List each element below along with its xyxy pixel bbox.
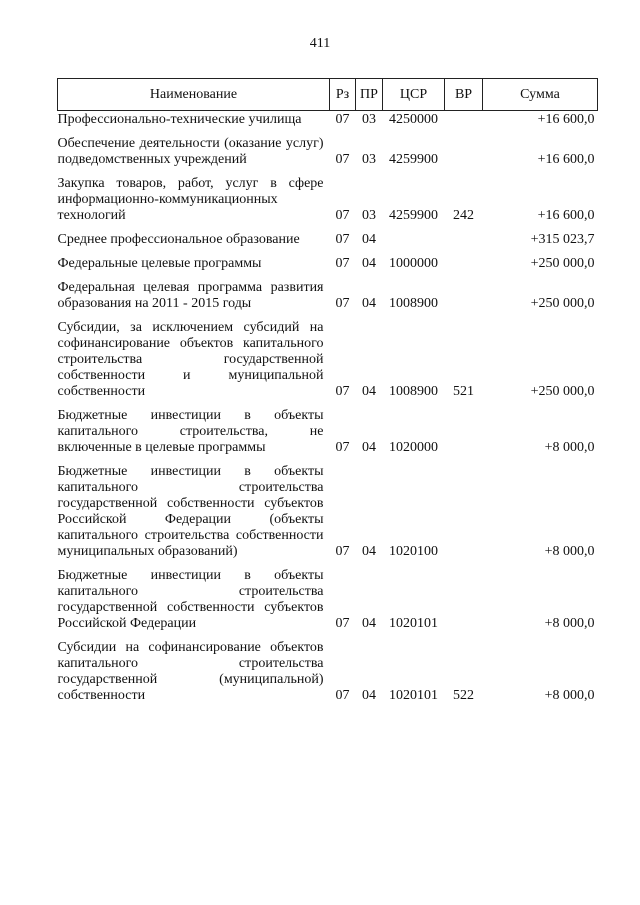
page-number: 411 (309, 36, 331, 51)
row-sum: +8 000,0 (544, 688, 595, 703)
row-rz: 07 (335, 544, 350, 559)
row-vr (445, 400, 483, 456)
header-vr: ВР (445, 79, 483, 111)
row-csr: 1000000 (389, 256, 438, 271)
row-vr (445, 128, 483, 168)
row-name: Среднее профессиональное образование (57, 232, 300, 247)
row-sum: +250 000,0 (530, 384, 595, 399)
row-pr: 04 (362, 384, 376, 399)
row-rz: 07 (335, 232, 350, 247)
row-pr: 04 (362, 616, 376, 631)
row-pr: 03 (362, 152, 376, 167)
row-vr (445, 248, 483, 272)
row-pr: 03 (362, 112, 376, 127)
row-name: Закупка товаров, работ, услуг в сфере информационно-коммуникационных технологий (57, 176, 324, 223)
row-rz: 07 (335, 256, 350, 271)
row-name: Федеральная целевая программа развития образования на 2011 - 2015 годы (57, 280, 324, 311)
row-rz: 07 (335, 440, 350, 455)
row-rz: 07 (335, 152, 350, 167)
table-row (58, 400, 598, 456)
row-rz: 07 (335, 208, 350, 223)
row-pr: 04 (362, 688, 376, 703)
row-pr: 04 (362, 544, 376, 559)
row-rz: 07 (335, 688, 350, 703)
row-pr: 03 (362, 208, 376, 223)
row-csr: 4250000 (389, 112, 438, 127)
row-name: Федеральные целевые программы (57, 256, 262, 271)
row-sum: +250 000,0 (530, 296, 595, 311)
row-vr (445, 456, 483, 560)
row-sum: +315 023,7 (530, 232, 595, 247)
row-csr: 1008900 (389, 384, 438, 399)
row-name: Бюджетные инвестиции в объекты капитального строительства, не включенные в целевые программы (57, 408, 324, 455)
row-vr (445, 224, 483, 248)
row-csr: 1020101 (389, 688, 438, 703)
row-sum: +16 600,0 (537, 208, 595, 223)
row-rz: 07 (335, 384, 350, 399)
row-sum: +16 600,0 (537, 112, 595, 127)
table-row (58, 168, 598, 224)
row-csr: 1008900 (389, 296, 438, 311)
row-pr: 04 (362, 256, 376, 271)
table-row (58, 312, 598, 400)
row-rz: 07 (335, 296, 350, 311)
row-pr: 04 (362, 296, 376, 311)
header-row (58, 79, 598, 111)
row-name: Бюджетные инвестиции в объекты капитального строительства государственной собственности субъектов Российской Федерации (57, 568, 324, 631)
row-vr (445, 560, 483, 632)
row-name: Обеспечение деятельности (оказание услуг) подведомственных учреждений (57, 136, 324, 167)
table-body (58, 111, 598, 705)
table-header (58, 79, 598, 111)
row-sum: +8 000,0 (544, 440, 595, 455)
header-name: Наименование (58, 79, 330, 111)
row-sum: +8 000,0 (544, 616, 595, 631)
table-row (58, 456, 598, 560)
row-vr: 521 (453, 384, 474, 399)
row-name: Профессионально-технические училища (57, 112, 302, 127)
budget-table (57, 78, 598, 704)
row-csr: 1020100 (389, 544, 438, 559)
row-csr: 1020101 (389, 616, 438, 631)
row-sum: +16 600,0 (537, 152, 595, 167)
table-row (58, 248, 598, 272)
row-pr: 04 (362, 232, 376, 247)
row-pr: 04 (362, 440, 376, 455)
row-csr: 4259900 (389, 152, 438, 167)
row-sum: +8 000,0 (544, 544, 595, 559)
row-vr (445, 272, 483, 312)
table-row (58, 111, 598, 129)
table-row (58, 632, 598, 704)
row-csr (383, 224, 445, 248)
row-vr (445, 111, 483, 129)
row-name: Субсидии, за исключением субсидий на софинансирование объектов капитального строительства государственной собственности и муниципальной собственности (57, 320, 324, 399)
row-name: Субсидии на софинансирование объектов капитального строительства государственной (муниципальной) собственности (57, 640, 324, 703)
table-row (58, 128, 598, 168)
row-rz: 07 (335, 112, 350, 127)
row-name: Бюджетные инвестиции в объекты капитального строительства государственной собственности субъектов Российской Федерации (объекты капитального строительства собственности муниципальных образований) (57, 464, 324, 559)
header-pr: ПР (356, 79, 383, 111)
header-sum: Сумма (483, 79, 598, 111)
row-csr: 4259900 (389, 208, 438, 223)
table-row (58, 224, 598, 248)
header-csr: ЦСР (383, 79, 445, 111)
row-sum: +250 000,0 (530, 256, 595, 271)
row-vr: 242 (453, 208, 474, 223)
table-row (58, 272, 598, 312)
row-csr: 1020000 (389, 440, 438, 455)
table-row (58, 560, 598, 632)
row-vr: 522 (453, 688, 474, 703)
header-rz: Рз (330, 79, 356, 111)
row-rz: 07 (335, 616, 350, 631)
